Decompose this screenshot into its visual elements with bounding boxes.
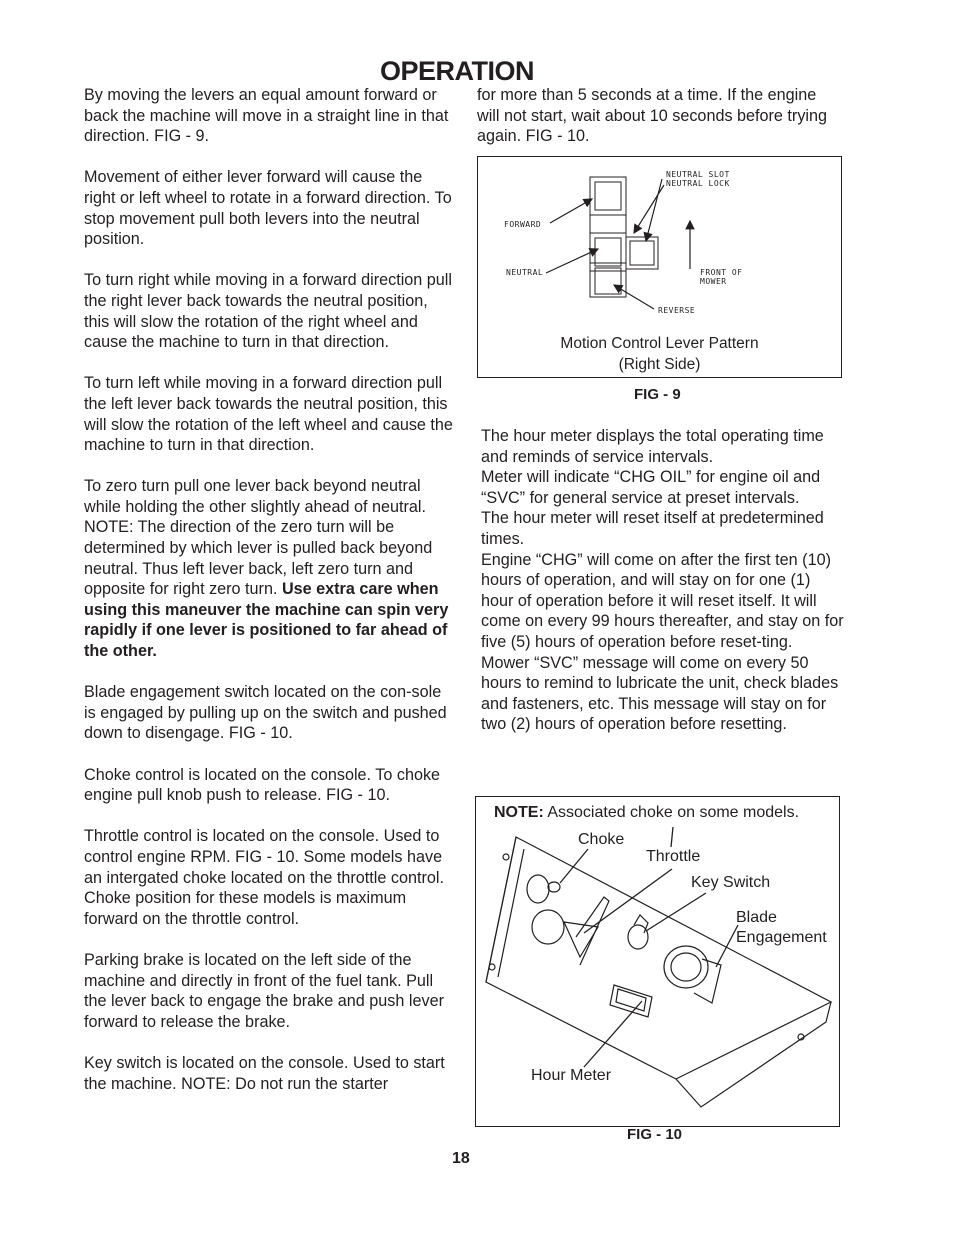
paragraph-hour-meter: The hour meter displays the total operating time and reminds of service intervals. [481, 427, 824, 466]
label-neutral: NEUTRAL [506, 268, 544, 277]
fig9-caption [478, 333, 841, 375]
right-column-middle [481, 426, 847, 735]
fig10-note [494, 803, 799, 823]
paragraph-mower-svc: Mower “SVC” message will come on every 50 hours to remind to lubricate the unit, check blades and fasteners, etc. This message will stay on for two (2) hours of operation before resetting. [481, 653, 839, 734]
fig10-box [475, 796, 840, 1127]
paragraph-straight-line: By moving the levers an equal amount forward or back the machine will move in a straight line in that direction. FIG - 9. [84, 86, 449, 146]
label-front-of: FRONT OF [700, 268, 743, 277]
label-reverse: REVERSE [658, 306, 696, 315]
zero-turn-text: To zero turn pull one lever back beyond neutral while holding the other slightly ahead of neutral. NOTE: The direction of the zero turn will be determined by which lever is pulled back beyond neutral. Thus left lever back, left zero turn and opposite for right zero turn. [84, 477, 433, 599]
left-column [84, 85, 456, 1094]
label-key-switch: Key Switch [691, 874, 771, 891]
paragraph-engine-chg: Engine “CHG” will come on after the first ten (10) hours of operation, and will stay on for one (1) hour of operation before it will reset itself. It will come on every 99 hours thereafter, and stay on for five (5) hours of operation before reset-ting. [481, 550, 844, 651]
label-neutral-slot: NEUTRAL SLOT [666, 170, 730, 179]
label-engagement: Engagement [736, 929, 827, 946]
fig9-label: FIG - 9 [634, 386, 681, 403]
label-neutral-lock: NEUTRAL LOCK [666, 179, 730, 188]
label-mower: MOWER [700, 277, 727, 286]
fig9-caption-line1: Motion Control Lever Pattern [560, 335, 759, 352]
paragraph-forward-movement: Movement of either lever forward will cause the right or left wheel to rotate in a forward direction. To stop movement pull both levers into the neutral position. [84, 168, 452, 249]
label-hour-meter: Hour Meter [531, 1067, 612, 1084]
paragraph-meter-reset: The hour meter will reset itself at predetermined times. [481, 509, 824, 548]
label-throttle: Throttle [646, 848, 701, 865]
page-number: 18 [452, 1150, 470, 1167]
fig9-caption-line2: (Right Side) [618, 356, 701, 373]
fig9-box [477, 156, 842, 378]
paragraph-blade-engagement: Blade engagement switch located on the con-sole is engaged by pulling up on the switch and pushed down to disengage. FIG - 10. [84, 683, 447, 743]
fig10-label: FIG - 10 [627, 1126, 683, 1143]
paragraph-turn-left: To turn left while moving in a forward direction pull the left lever back towards the neutral position, this will slow the rotation of the left wheel and cause the machine to turn in that direction. [84, 374, 453, 455]
paragraph-throttle: Throttle control is located on the console. Used to control engine RPM. FIG - 10. Some models have an intergated choke located on the throttle control. Choke position for these models is maximum forward on the throttle control. [84, 827, 444, 928]
right-column-top [477, 85, 842, 147]
paragraph-choke: Choke control is located on the console. To choke engine pull knob push to release. FIG - 10. [84, 765, 441, 805]
paragraph-zero-turn [84, 476, 456, 661]
paragraph-key-switch: Key switch is located on the console. Used to start the machine. NOTE: Do not run the starter [84, 1053, 445, 1093]
zero-turn-warning: Use extra care when using this maneuver the machine can spin very rapidly if one lever is positioned to far ahead of the other. [84, 580, 449, 661]
label-blade: Blade [736, 909, 777, 926]
paragraph-starter-continued: for more than 5 seconds at a time. If the engine will not start, wait about 10 seconds before trying again. FIG - 10. [477, 86, 828, 146]
paragraph-meter-indicate: Meter will indicate “CHG OIL” for engine oil and “SVC” for general service at preset intervals. [481, 468, 821, 507]
note-label: NOTE: [494, 804, 544, 821]
page-title: OPERATION [380, 56, 535, 86]
paragraph-parking-brake: Parking brake is located on the left side of the machine and directly in front of the fuel tank. Pull the lever back to engage the brake and push lever forward to release the brake. [84, 950, 444, 1031]
label-choke: Choke [578, 831, 625, 848]
note-text: Associated choke on some models. [543, 804, 800, 821]
label-forward: FORWARD [504, 220, 542, 229]
paragraph-turn-right: To turn right while moving in a forward direction pull the right lever back towards the neutral position, this will slow the rotation of the right wheel and cause the machine to turn in that direction. [84, 271, 452, 352]
